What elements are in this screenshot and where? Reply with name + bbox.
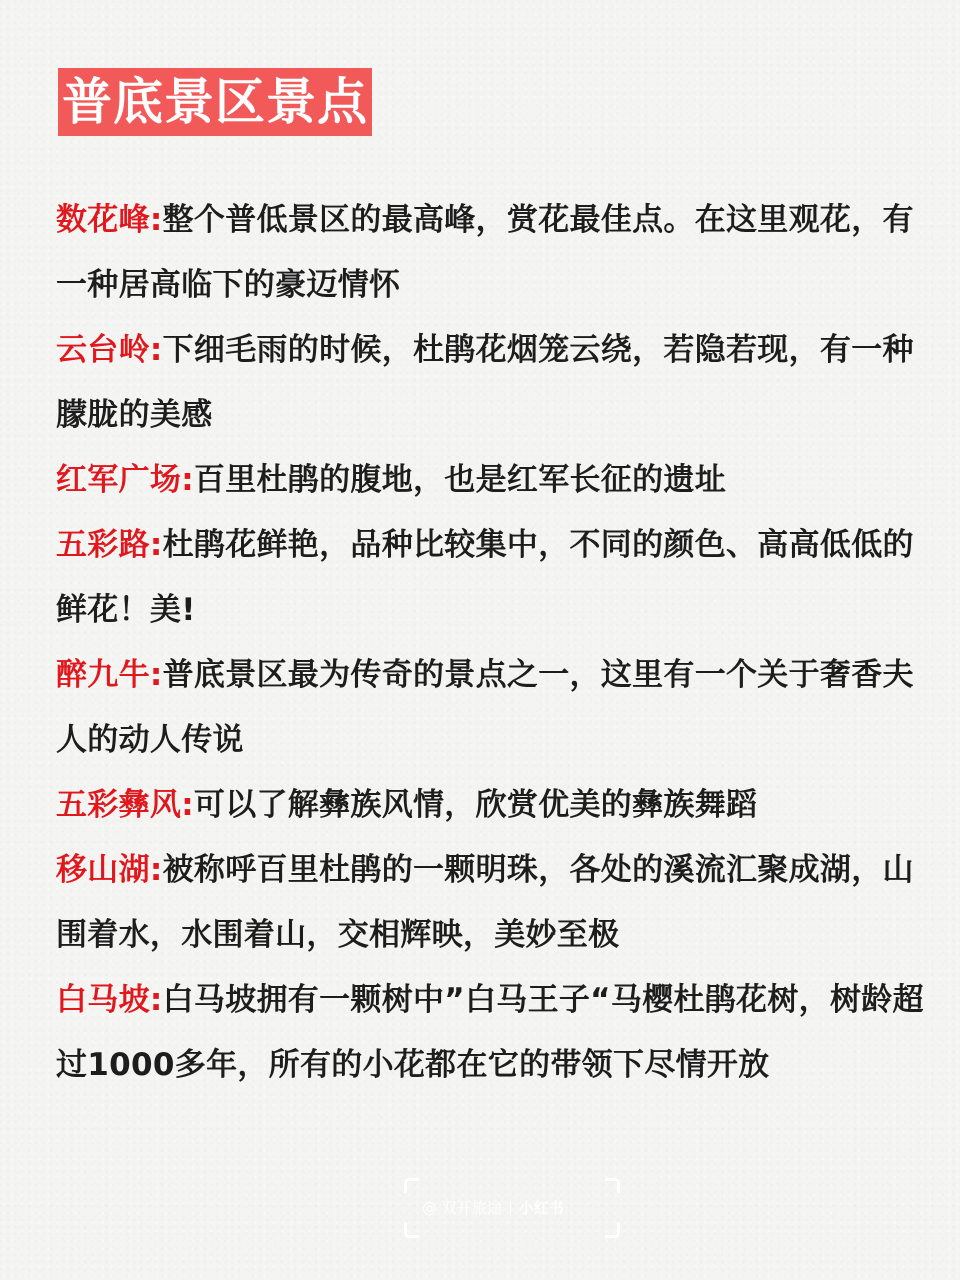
spot-description: 整个普低景区的最高峰，赏花最佳点。在这里观花，有一种居高临下的豪迈情怀 xyxy=(56,202,914,303)
spot-name: 五彩路: xyxy=(56,527,163,563)
spot-entry xyxy=(56,968,924,1098)
spot-description: 可以了解彝族风情，欣赏优美的彝族舞蹈 xyxy=(193,787,758,823)
watermark-text xyxy=(422,1197,564,1218)
spot-entry xyxy=(56,513,924,643)
watermark-logo: 小红书 xyxy=(518,1199,564,1217)
spot-entry xyxy=(56,838,924,968)
spot-entry xyxy=(56,318,924,448)
spot-description: 百里杜鹃的腹地，也是红军长征的遗址 xyxy=(193,462,727,498)
spot-entry xyxy=(56,188,924,318)
spot-entry xyxy=(56,773,924,838)
spot-entry xyxy=(56,643,924,773)
watermark xyxy=(404,1178,620,1238)
spot-list xyxy=(56,188,924,1098)
spot-description: 被称呼百里杜鹃的一颗明珠，各处的溪流汇聚成湖，山围着水，水围着山，交相辉映，美妙至极 xyxy=(56,852,914,953)
spot-description: 杜鹃花鲜艳，品种比较集中，不同的颜色、高高低低的鲜花！美! xyxy=(56,527,914,628)
watermark-corner xyxy=(404,1178,419,1193)
spot-entry xyxy=(56,448,924,513)
title-block xyxy=(58,68,372,136)
spot-description: 白马坡拥有一颗树中”白马王子“马樱杜鹃花树，树龄超过1000多年，所有的小花都在它的带领下尽情开放 xyxy=(56,982,924,1083)
watermark-divider xyxy=(510,1201,511,1215)
spot-name: 移山湖: xyxy=(56,852,163,888)
watermark-corner xyxy=(404,1223,419,1238)
spot-description: 普底景区最为传奇的景点之一，这里有一个关于奢香夫人的动人传说 xyxy=(56,657,914,758)
spot-name: 白马坡: xyxy=(56,982,163,1018)
watermark-corner xyxy=(605,1223,620,1238)
spot-name: 五彩彝风: xyxy=(56,787,194,823)
spot-name: 云台岭: xyxy=(56,332,163,368)
watermark-user: @ 双开旅途 xyxy=(422,1199,502,1217)
spot-name: 红军广场: xyxy=(56,462,194,498)
spot-description: 下细毛雨的时候，杜鹃花烟笼云绕，若隐若现，有一种朦胧的美感 xyxy=(56,332,914,433)
spot-name: 数花峰: xyxy=(56,202,163,238)
watermark-corner xyxy=(605,1178,620,1193)
page-title: 普底景区景点 xyxy=(58,68,372,136)
spot-name: 醉九牛: xyxy=(56,657,163,693)
